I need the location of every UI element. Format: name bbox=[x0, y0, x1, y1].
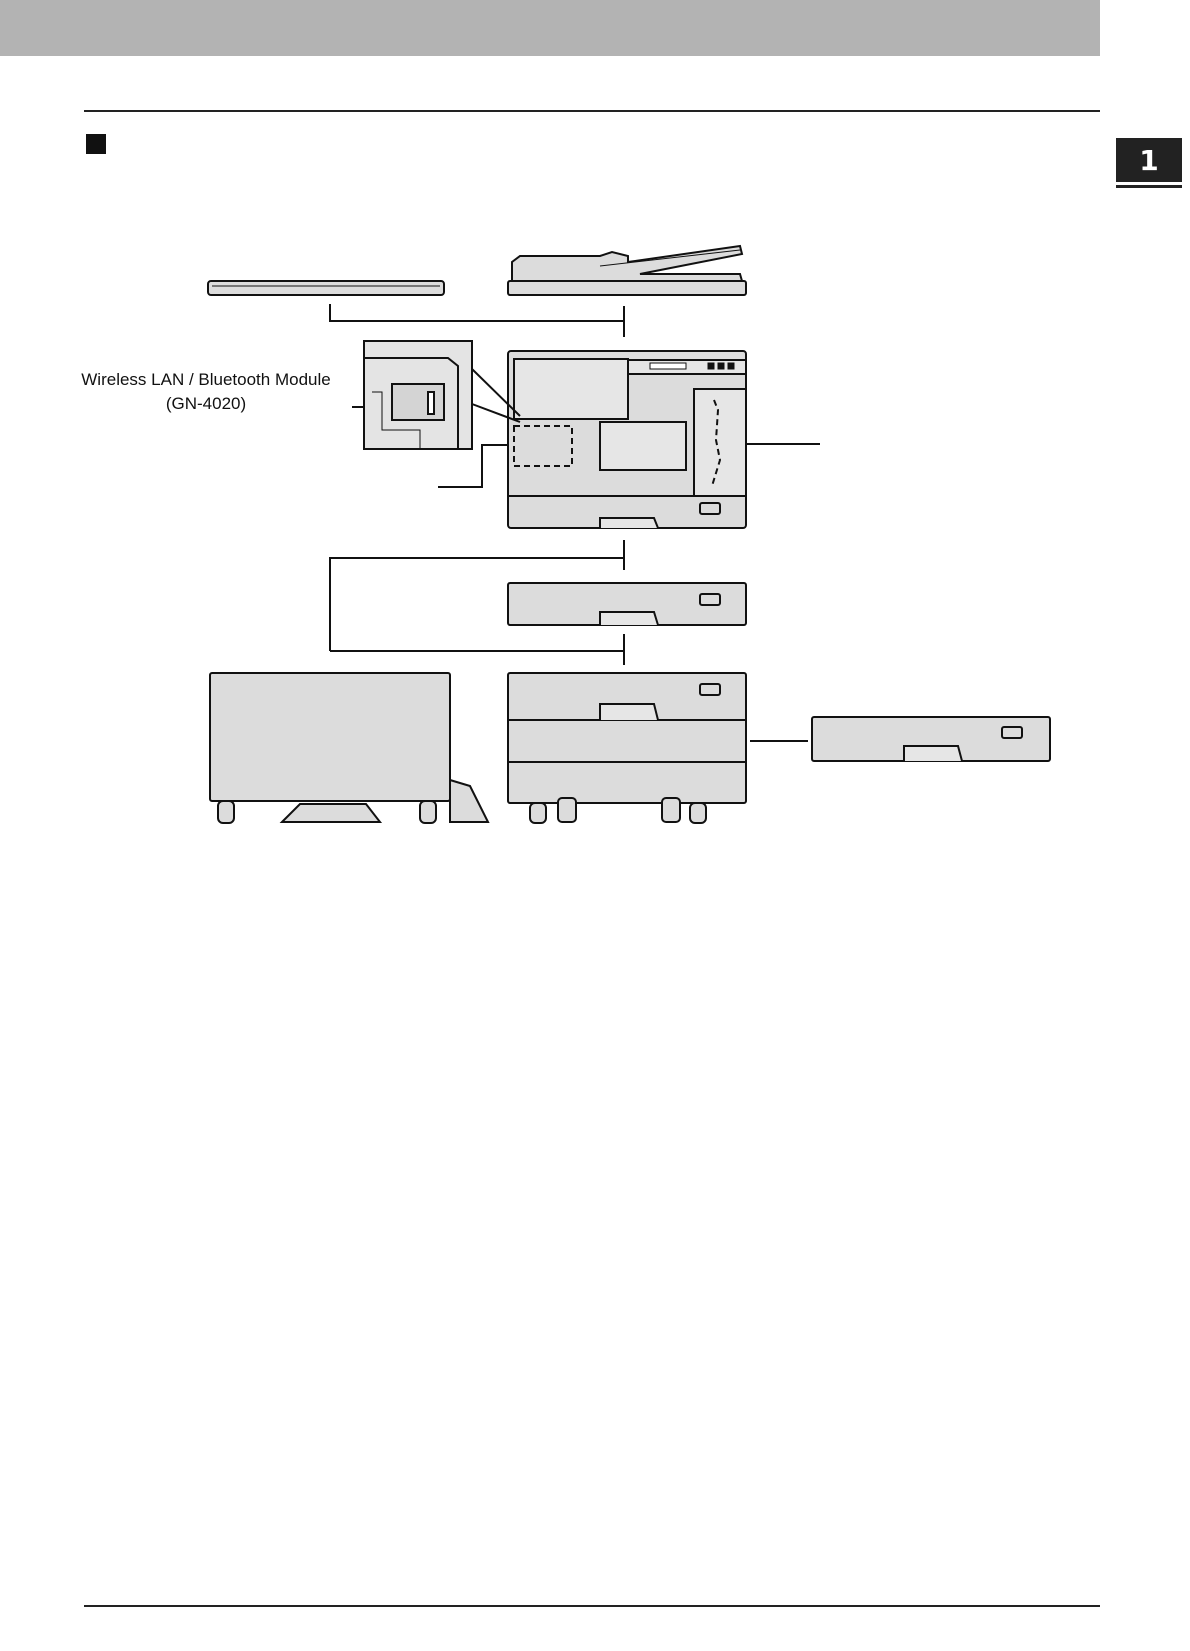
large-capacity-feeder bbox=[812, 717, 1050, 761]
wireless-module-inset bbox=[364, 341, 520, 449]
bottom-rule bbox=[84, 1605, 1100, 1607]
wireless-module-model: (GN-4020) bbox=[165, 394, 247, 413]
document-feeder bbox=[508, 246, 746, 295]
platen-cover bbox=[208, 281, 444, 295]
copier-main-unit bbox=[508, 351, 746, 528]
wireless-module-name: Wireless LAN / Bluetooth Module bbox=[81, 370, 331, 389]
chapter-tab[interactable]: 1 bbox=[1116, 138, 1182, 182]
paper-feed-unit bbox=[508, 583, 746, 625]
paper-feed-pedestal bbox=[508, 673, 746, 823]
desk-stand bbox=[210, 673, 488, 823]
